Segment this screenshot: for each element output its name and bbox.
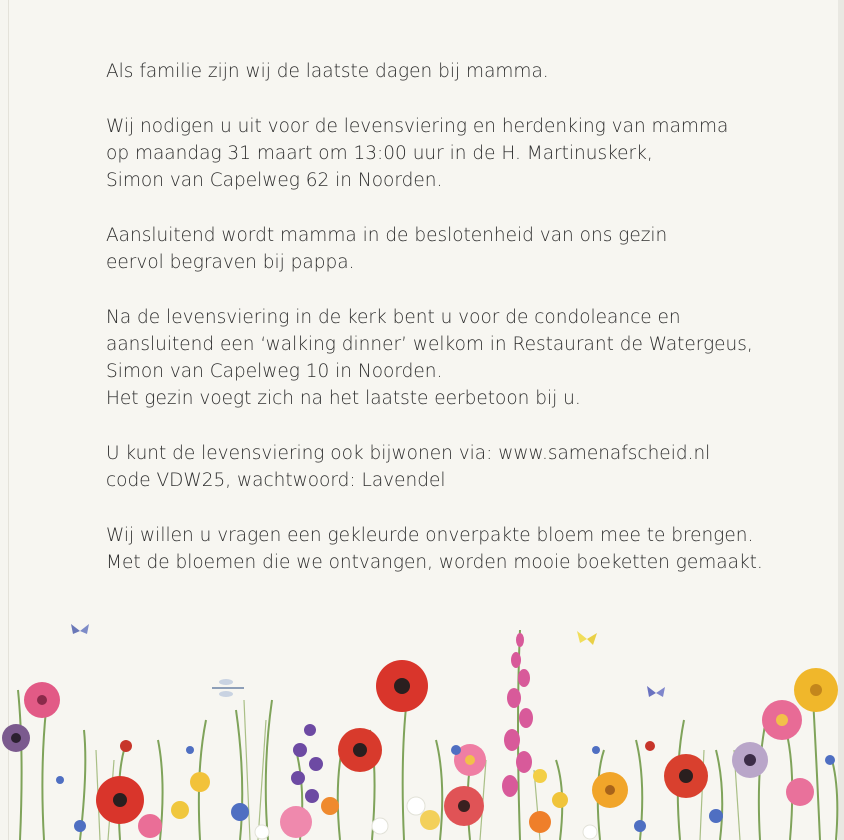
text-line: Simon van Capelweg 62 in Noorden. (106, 170, 443, 191)
text-line: Aansluitend wordt mamma in de beslotenheid van ons gezin (106, 225, 668, 246)
text-line: code VDW25, wachtwoord: Lavendel (106, 470, 446, 491)
text-line: U kunt de levensviering ook bijwonen via: www.samenafscheid.nl (106, 443, 711, 464)
text-line: Simon van Capelweg 10 in Noorden. (106, 361, 443, 382)
text-line: aansluitend een ‘walking dinner’ welkom in Restaurant de Watergeus, (106, 334, 753, 355)
paragraph-2 (106, 113, 806, 194)
text-line: eervol begraven bij pappa. (106, 252, 355, 273)
wildflower-meadow (0, 600, 844, 840)
paragraph-5 (106, 440, 806, 494)
text-line: op maandag 31 maart om 13:00 uur in de H. Martinuskerk, (106, 143, 653, 164)
text-line: Wij willen u vragen een gekleurde onverpakte bloem mee te brengen. (106, 525, 754, 546)
paragraph-3 (106, 222, 806, 276)
mauve-flowers (2, 724, 768, 778)
text-line: Wij nodigen u uit voor de levensviering en herdenking van mamma (106, 116, 729, 137)
fine-grass (96, 700, 740, 840)
text-line: Met de bloemen die we ontvangen, worden mooie boeketten gemaakt. (106, 552, 763, 573)
text-line: Als familie zijn wij de laatste dagen bij mamma. (106, 61, 549, 82)
text-line: Na de levensviering in de kerk bent u voor de condoleance en (106, 307, 681, 328)
invitation-text (106, 58, 806, 604)
paragraph-1 (106, 58, 806, 85)
text-line: Het gezin voegt zich na het laatste eerbetoon bij u. (106, 388, 581, 409)
paragraph-4 (106, 304, 806, 412)
paragraph-6 (106, 522, 806, 576)
